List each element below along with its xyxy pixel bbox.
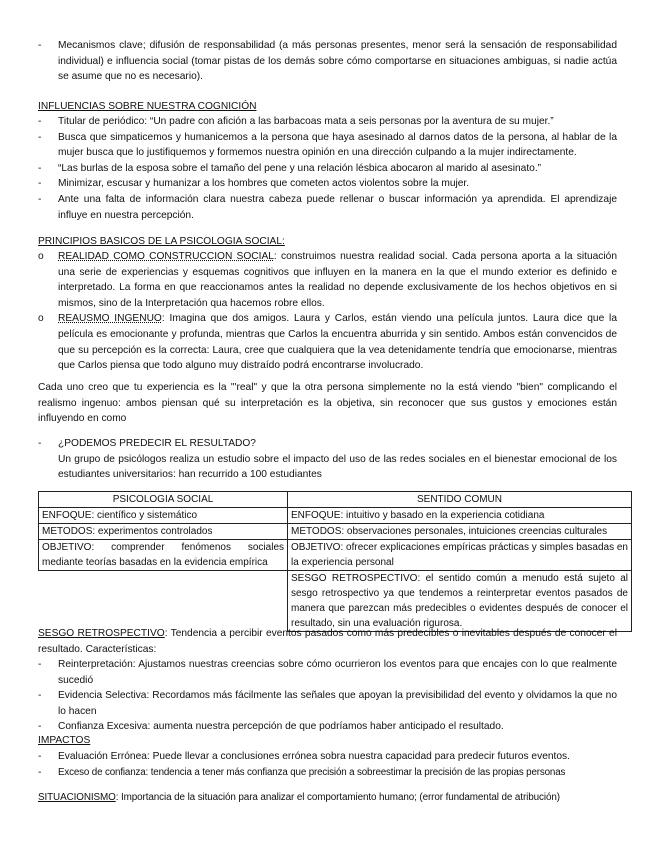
- predecir-item: - ¿PODEMOS PREDECIR EL RESULTADO? Un grupo de psicólogos realiza un estudio sobre el impacto del uso de las redes sociales en el bienestar emocional de los estudiantes universitarios: han recurrido a 100 estudiantes: [38, 438, 617, 481]
- list-item: o REALIDAD COMO CONSTRUCCION SOCIAL: construimos nuestra realidad social. Cada persona aporta a la situación una serie de experiencias y esquemas cognitivos que influyen en la manera en la que el mundo exterior es definido e interpretado. La forma en que reaccionamos antes la realidad no depende exclusivamente de los hechos objetivos en si mismos, sino de la Interpretación qua hacemos robre ellos.: [38, 251, 617, 309]
- table-cell: OBJETIVO: ofrecer explicaciones empíricas prácticas y simples basadas en la experiencia personal: [288, 540, 632, 571]
- term: REAUSMO INGENUO: [58, 313, 162, 325]
- list-item: - Evaluación Errónea: Puede llevar a conclusiones errónea sobra nuestra capacidad para predecir futuros eventos.: [38, 751, 570, 762]
- term: SESGO RETROSPECTIVO: [38, 628, 165, 639]
- list-item: - Confianza Excesiva: aumenta nuestra percepción de que podríamos haber anticipado el resultado.: [38, 721, 504, 733]
- table-header: SENTIDO COMUN: [288, 492, 632, 508]
- table-cell: ENFOQUE: científico y sistemático: [39, 508, 288, 524]
- top-item-text: Mecanismos clave; difusión de responsabilidad (a más personas presentes, menor será la sensación de responsabilidad individual) e influencia social (tomar pistas de los demás sobre cómo comportarse en situaciones ambiguas, si nadie actúa se asume que no es necesario).: [58, 40, 617, 83]
- table-row: [39, 508, 632, 524]
- principios-list: [38, 249, 617, 374]
- top-list-item: [38, 38, 617, 85]
- table-row: [39, 540, 632, 571]
- impactos-heading: IMPACTOS: [38, 735, 91, 746]
- table-row: [39, 524, 632, 540]
- list-item: - Reinterpretación: Ajustamos nuestras creencias sobre cómo ocurrieron los eventos para que encajes con lo que realmente sucedió: [38, 659, 617, 686]
- sesgo-list: [38, 657, 617, 735]
- list-item: - Titular de periódico: “Un padre con afición a las barbacoas mata a seis personas por la aventura de su mujer.”: [38, 116, 554, 127]
- realismo-paragraph: Cada uno creo que tu experiencia es la "'real" y que la otra persona simplemente no la está viendo "bien" complicando el realismo ingenuo: ambos piensan qué su interpretación es la objetiva, sin reconocer que sus gustos y emociones están influyendo en como: [38, 382, 617, 425]
- list-item: - “Las burlas de la esposa sobre el tamaño del pene y una relación lésbica abocaron al marido al asesinato.”: [38, 162, 542, 174]
- list-item: - Minimizar, escusar y humanizar a los hombres que cometen actos violentos sobre la mujer.: [38, 178, 470, 190]
- table-header-row: [39, 492, 632, 508]
- list-bullet: -: [38, 40, 42, 51]
- table-cell: OBJETIVO: comprender fenómenos sociales mediante teorías basadas en la evidencia empírica: [39, 540, 288, 571]
- comparison-table: [38, 491, 632, 632]
- table-cell-empty: [39, 571, 288, 632]
- table-cell: ENFOQUE: intuitivo y basado en la experiencia cotidiana: [288, 508, 632, 524]
- list-item: o REAUSMO INGENUO: Imagina que dos amigos. Laura y Carlos, están viendo una película juntos. Laura dice que la película es emocionante y profunda, mientras que Carlos la encuentra aburrida y sin sentido. Ambos están convencidos de que su percepción es la correcta: Laura, cree que cualquiera que la vea detenidamente tendría que emocionarse, mientras que Carlos piensa que todo alguno muy distraído podrá encontrarse involucrado.: [38, 313, 617, 372]
- list-item: - Busca que simpaticemos y humanicemos a la persona que haya asesinado al darnos datos de la persona, al hablar de la mujer busca que lo justifiquemos y formemos nuestra opinión en una dirección culpando a la mujer indirectamente.: [38, 131, 617, 159]
- table-cell: METODOS: observaciones personales, intuiciones creencias culturales: [288, 524, 632, 540]
- list-item: - Ante una falta de información clara nuestra cabeza puede rellenar o buscar información ya aprendida. El aprendizaje influye en nuestra percepción.: [38, 193, 617, 221]
- list-item: - Exceso de confianza: tendencia a tener más confianza que precisión a sobreestimar la precisión de las propias personas: [38, 766, 566, 778]
- table-cell: METODOS: experimentos controlados: [39, 524, 288, 540]
- list-item: - Evidencia Selectiva: Recordamos más fácilmente las señales que apoyan la previsibilidad del evento y olvidamos la que no lo hacen: [38, 690, 617, 717]
- predecir-title: ¿PODEMOS PREDECIR EL RESULTADO?: [58, 438, 256, 449]
- influencias-list: [38, 114, 617, 223]
- table-cell: SESGO RETROSPECTIVO: el sentido común a menudo está sujeto al sesgo retrospectivo ya que tendemos a reinterpretar eventos pasados de manera que parezcan más predecibles o evidentes después de conocer el resultado, sin una evaluación rigurosa.: [288, 571, 632, 632]
- term: SITUACIONISMO: [38, 792, 116, 803]
- impactos-list: [38, 749, 617, 780]
- predecir-text: Un grupo de psicólogos realiza un estudio sobre el impacto del uso de las redes sociales en el bienestar emocional de los estudiantes universitarios: han recurrido a 100 estudiantes: [58, 453, 617, 481]
- principios-heading: PRINCIPIOS BASICOS DE LA PSICOLOGIA SOCIAL:: [38, 236, 285, 247]
- table-header: PSICOLOGIA SOCIAL: [39, 492, 288, 508]
- influencias-heading: INFLUENCIAS SOBRE NUESTRA COGNICIÓN: [38, 101, 257, 112]
- sesgo-paragraph: SESGO RETROSPECTIVO: Tendencia a percibir eventos pasados como más predecibles o inevitables después de conocer el resultado. Características:: [38, 628, 617, 655]
- situacionismo-paragraph: SITUACIONISMO: Importancia de la situación para analizar el comportamiento humano; (error fundamental de atribución): [38, 792, 560, 803]
- table-row: [39, 571, 632, 632]
- term: REALIDAD COMO CONSTRUCCION SOCIAL: [58, 251, 274, 262]
